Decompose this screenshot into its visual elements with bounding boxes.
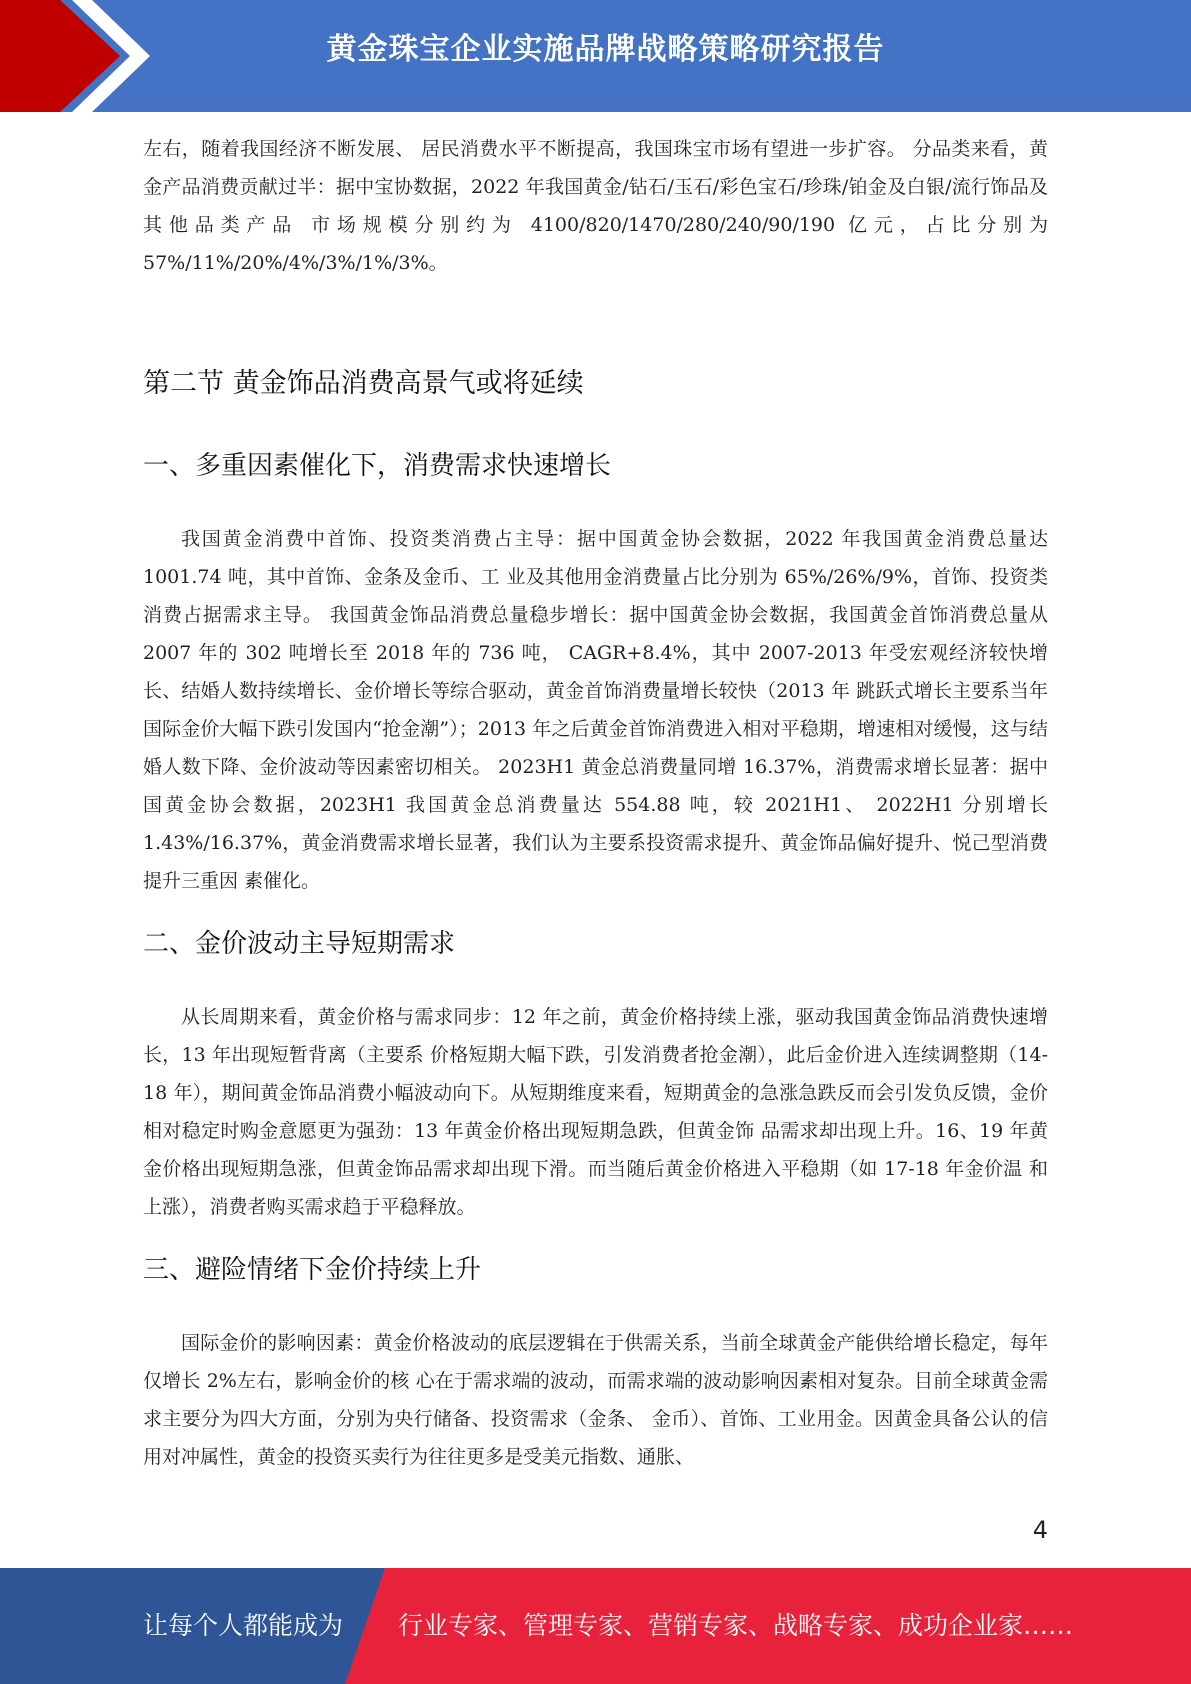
intro-paragraph: 左右，随着我国经济不断发展、 居民消费水平不断提高，我国珠宝市场有望进一步扩容。 分品类来看，黄金产品消费贡献过半：据中宝协数据，2022 年我国黄金/钻石/玉石/彩色宝石/珍珠/铂金及白银/流行饰品及其他品类产品 市场规模分别约为 4100/820/1470/280/240/90/190 亿元，占比分别为 57%/11%/20%/4%/3%/1%/3%。: [143, 138, 1048, 274]
page-number: 4: [1032, 1516, 1048, 1544]
subsection-paragraph-1: 我国黄金消费中首饰、投资类消费占主导：据中国黄金协会数据，2022 年我国黄金消费总量达 1001.74 吨，其中首饰、金条及金币、工 业及其他用金消费量占比分别为 65%/26%/9%，首饰、投资类消费占据需求主导。 我国黄金饰品消费总量稳步增长：据中国黄金协会数据，我国黄金首饰消费总量从 2007 年的 302 吨增长至 2018 年的 736 吨， CAGR+8.4%，其中 2007-2013 年受宏观经济较快增长、结婚人数持续增长、金价增长等综合驱动，黄金首饰消费量增长较快（2013 年 跳跃式增长主要系当年国际金价大幅下跌引发国内“抢金潮”）；2013 年之后黄金首饰消费进入相对平稳期，增速相对缓慢，这与结 婚人数下降、金价波动等因素密切相关。 2023H1 黄金总消费量同增 16.37%，消费需求增长显著：据中国黄金协会数据，2023H1 我国黄金总消费量达 554.88 吨，较 2021H1、 2022H1 分别增长 1.43%/16.37%，黄金消费需求增长显著，我们认为主要系投资需求提升、黄金饰品偏好提升、悦己型消费提升三重因 素催化。: [143, 528, 1048, 892]
section-title: 第二节 黄金饰品消费高景气或将延续: [143, 368, 584, 399]
page-footer: [0, 1568, 1191, 1684]
subsection-heading-3: 三、避险情绪下金价持续上升: [143, 1255, 482, 1285]
document-title: 黄金珠宝企业实施品牌战略策略研究报告: [326, 32, 885, 67]
subsection-heading-2: 二、金价波动主导短期需求: [143, 929, 456, 959]
subsection-paragraph-3: 国际金价的影响因素：黄金价格波动的底层逻辑在于供需关系，当前全球黄金产能供给增长稳定，每年仅增长 2%左右，影响金价的核 心在于需求端的波动，而需求端的波动影响因素相对复杂。目前全球黄金需求主要分为四大方面，分别为央行储备、投资需求（金条、 金币）、首饰、工业用金。因黄金具备公认的信用对冲属性，黄金的投资买卖行为往往更多是受美元指数、通胀、: [143, 1332, 1048, 1468]
footer-slogan-right: 行业专家、管理专家、营销专家、战略专家、成功企业家……: [398, 1611, 1074, 1640]
document-body: [143, 130, 1048, 1476]
page-header: [0, 0, 1191, 112]
subsection-paragraph-2: 从长周期来看，黄金价格与需求同步：12 年之前，黄金价格持续上涨，驱动我国黄金饰品消费快速增长，13 年出现短暂背离（主要系 价格短期大幅下跌，引发消费者抢金潮），此后金价进入连续调整期（14-18 年），期间黄金饰品消费小幅波动向下。从短期维度来看，短期黄金的急涨急跌反而会引发负反馈，金价相对稳定时购金意愿更为强劲：13 年黄金价格出现短期急跌，但黄金饰 品需求却出现上升。16、19 年黄金价格出现短期急涨，但黄金饰品需求却出现下滑。而当随后黄金价格进入平稳期（如 17-18 年金价温 和上涨），消费者购买需求趋于平稳释放。: [143, 1006, 1048, 1218]
subsection-heading-1: 一、多重因素催化下，消费需求快速增长: [143, 451, 612, 481]
footer-slogan-left: 让每个人都能成为: [143, 1611, 344, 1640]
